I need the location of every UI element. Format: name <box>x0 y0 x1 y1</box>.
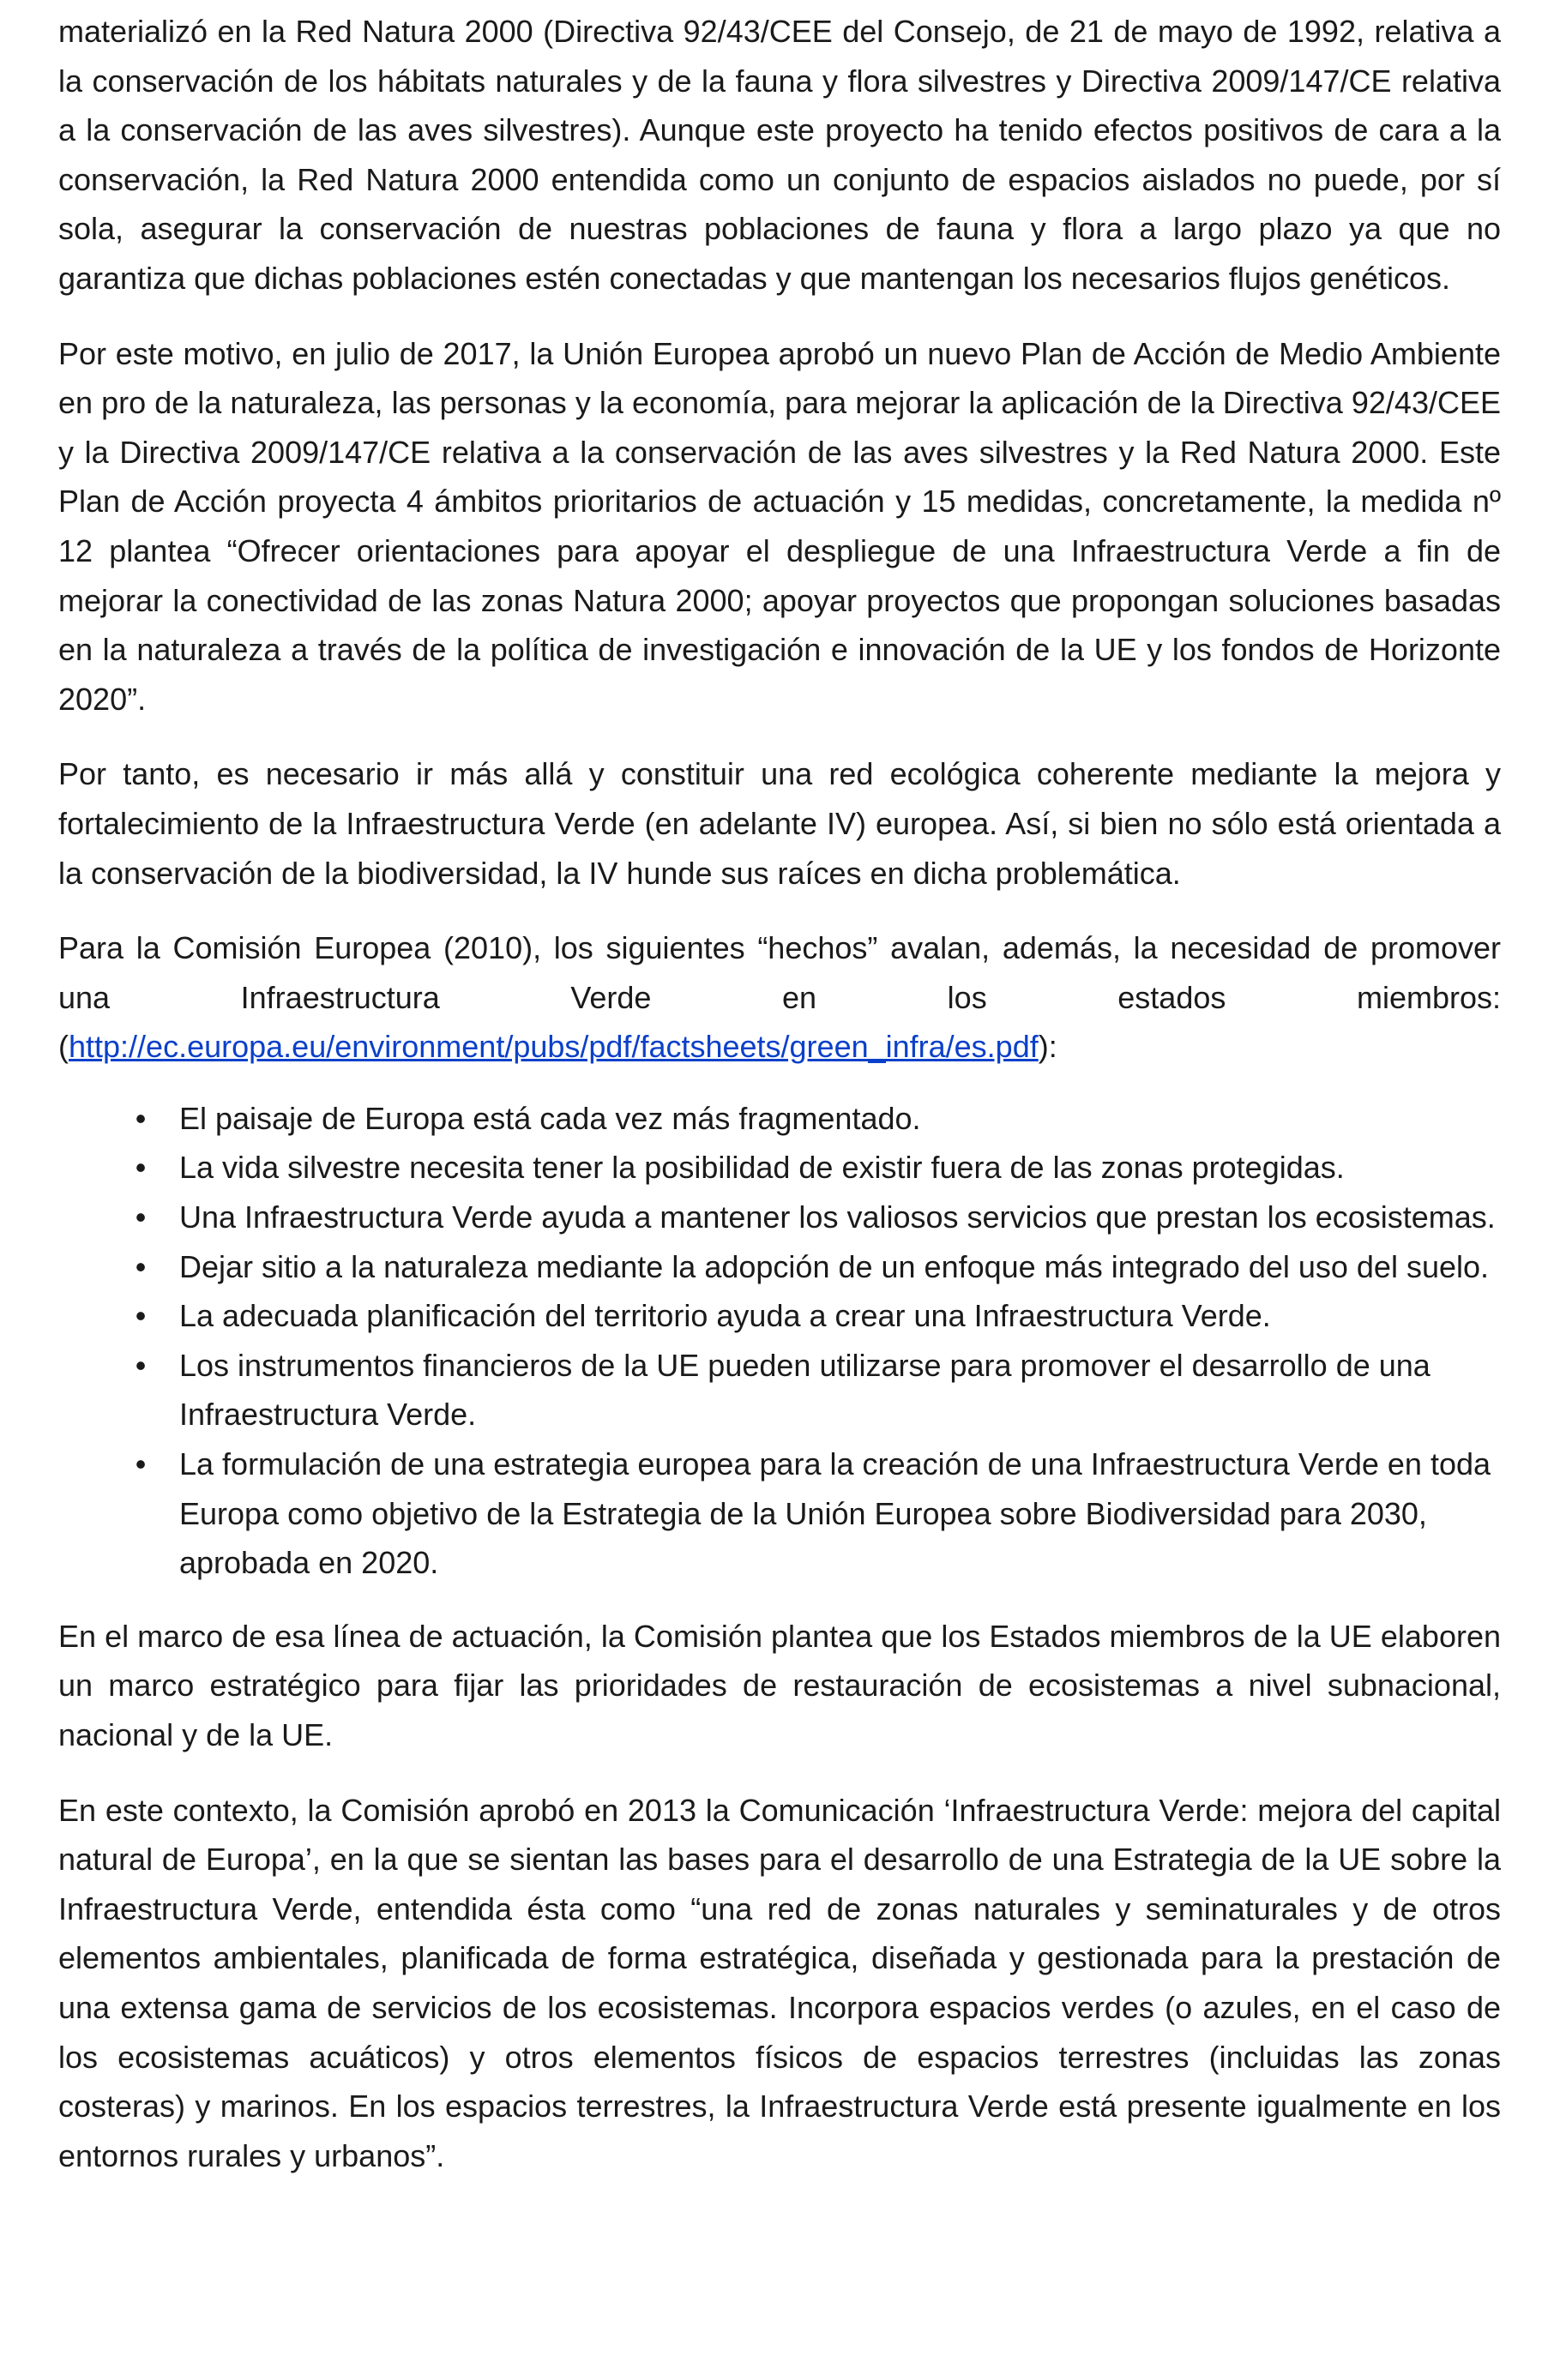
bullet-icon: • <box>135 1347 147 1383</box>
bullet-icon: • <box>135 1248 147 1284</box>
list-item <box>58 1143 1501 1193</box>
list-item <box>58 1094 1501 1144</box>
factsheet-link[interactable]: http://ec.europa.eu/environment/pubs/pdf/factsheets/green_infra/es.pdf <box>69 1029 1039 1065</box>
list-item <box>58 1291 1501 1341</box>
list-item-text: La vida silvestre necesita tener la posibilidad de existir fuera de las zonas protegidas. <box>179 1150 1345 1186</box>
list-item-text: La adecuada planificación del territorio ayuda a crear una Infraestructura Verde. <box>179 1298 1271 1334</box>
paragraph-hechos-text: Para la Comisión Europea (2010), los siguientes “hechos” avalan, además, la necesidad de promover una Infraestructura Verde en los estados miembros: <box>58 930 1501 1015</box>
bullet-icon: • <box>135 1100 147 1136</box>
paragraph-comunicacion-2013: En este contexto, la Comisión aprobó en 2013 la Comunicación ‘Infraestructura Verde: mejora del capital natural de Europa’, en la que se sientan las bases para el desarrollo de una Estrategia de la UE sobre la Infraestructura Verde, entendida ésta como “una red de zonas naturales y seminaturales y de otros elementos ambientales, planificada de forma estratégica, diseñada y gestionada para la prestación de una extensa gama de servicios de los ecosistemas. Incorpora espacios verdes (o azules, en el caso de los ecosistemas acuáticos) y otros elementos físicos de espacios terrestres (incluidas las zonas costeras) y marinos. En los espacios terrestres, la Infraestructura Verde está presente igualmente en los entornos rurales y urbanos”. <box>58 1792 1501 2173</box>
list-item <box>58 1341 1501 1439</box>
link-close-paren: ): <box>1038 1029 1057 1065</box>
list-item <box>58 1193 1501 1242</box>
bullet-icon: • <box>135 1199 147 1235</box>
bullet-icon: • <box>135 1298 147 1334</box>
paragraph-plan-accion: Por este motivo, en julio de 2017, la Unión Europea aprobó un nuevo Plan de Acción de Medio Ambiente en pro de la naturaleza, las personas y la economía, para mejorar la aplicación de la Directiva 92/43/CEE y la Directiva 2009/147/CE relativa a la conservación de las aves silvestres y la Red Natura 2000. Este Plan de Acción proyecta 4 ámbitos prioritarios de actuación y 15 medidas, concretamente, la medida nº 12 plantea “Ofrecer orientaciones para apoyar el despliegue de una Infraestructura Verde a fin de mejorar la conectividad de las zonas Natura 2000; apoyar proyectos que propongan soluciones basadas en la naturaleza a través de la política de investigación e innovación de la UE y los fondos de Horizonte 2020”. <box>58 335 1501 717</box>
link-open-paren: ( <box>58 1029 69 1065</box>
paragraph-hechos-intro <box>58 923 1501 1072</box>
list-item-text: Una Infraestructura Verde ayuda a mantener los valiosos servicios que prestan los ecosistemas. <box>179 1199 1496 1235</box>
paragraph-red-ecologica: Por tanto, es necesario ir más allá y constituir una red ecológica coherente mediante la mejora y fortalecimiento de la Infraestructura Verde (en adelante IV) europea. Así, si bien no sólo está orientada a la conservación de la biodiversidad, la IV hunde sus raíces en dicha problemática. <box>58 756 1501 891</box>
list-item-text: Dejar sitio a la naturaleza mediante la adopción de un enfoque más integrado del uso del suelo. <box>179 1248 1490 1284</box>
list-item-text: Los instrumentos financieros de la UE pueden utilizarse para promover el desarrollo de una Infraestructura Verde. <box>179 1347 1431 1433</box>
document-page <box>58 7 1501 2206</box>
list-item <box>58 1242 1501 1292</box>
list-item-text: La formulación de una estrategia europea para la creación de una Infraestructura Verde en toda Europa como objetivo de la Estrategia de la Unión Europea sobre Biodiversidad para 2030, aprobada en 2020. <box>179 1446 1491 1581</box>
list-item-text: El paisaje de Europa está cada vez más fragmentado. <box>179 1100 921 1136</box>
bullet-icon: • <box>135 1150 147 1186</box>
paragraph-marco-estrategico: En el marco de esa línea de actuación, la Comisión plantea que los Estados miembros de la UE elaboren un marco estratégico para fijar las prioridades de restauración de ecosistemas a nivel subnacional, nacional y de la UE. <box>58 1618 1501 1752</box>
bullet-icon: • <box>135 1446 147 1482</box>
list-item <box>58 1439 1501 1588</box>
paragraph-red-natura: materializó en la Red Natura 2000 (Directiva 92/43/CEE del Consejo, de 21 de mayo de 1992, relativa a la conservación de los hábitats naturales y de la fauna y flora silvestres y Directiva 2009/147/CE relativa a la conservación de las aves silvestres). Aunque este proyecto ha tenido efectos positivos de cara a la conservación, la Red Natura 2000 entendida como un conjunto de espacios aislados no puede, por sí sola, asegurar la conservación de nuestras poblaciones de fauna y flora a largo plazo ya que no garantiza que dichas poblaciones estén conectadas y que mantengan los necesarios flujos genéticos. <box>58 14 1501 296</box>
hechos-bullet-list <box>58 1094 1501 1588</box>
